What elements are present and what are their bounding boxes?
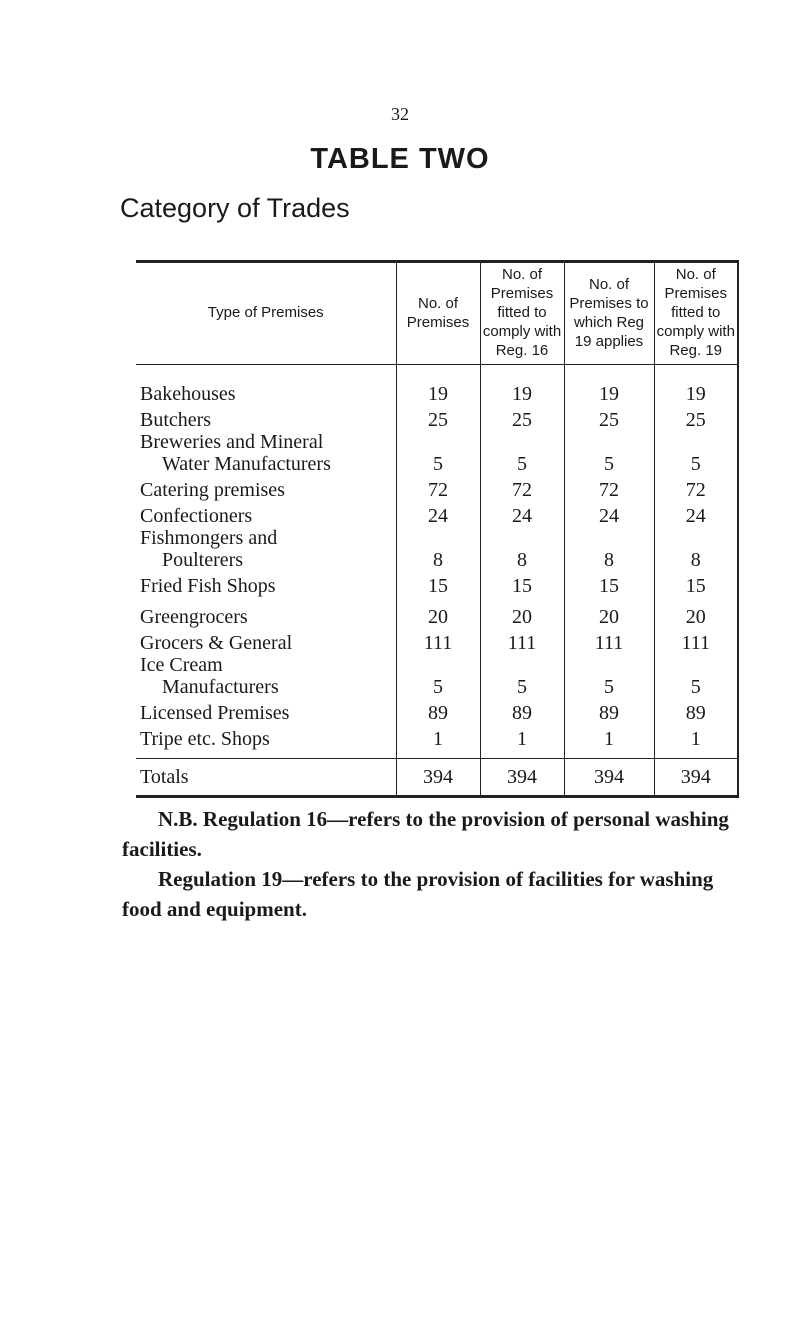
- value-cell: 8: [564, 527, 654, 571]
- total-value-cell: 394: [396, 759, 480, 797]
- note-regulation-16: [122, 804, 748, 864]
- value-cell: 25: [396, 405, 480, 431]
- value-cell: 15: [564, 571, 654, 597]
- value-cell: 8: [654, 527, 738, 571]
- premises-type-label: Grocers & General: [140, 632, 293, 654]
- premises-type-cell: [136, 475, 396, 501]
- trades-table-container: [136, 260, 738, 798]
- table-row: [136, 724, 738, 759]
- table-row: [136, 431, 738, 475]
- category-heading: Category of Trades: [120, 193, 350, 223]
- premises-type-label-continued: Poulterers: [162, 549, 244, 571]
- value-cell: 5: [396, 654, 480, 698]
- table-row: [136, 405, 738, 431]
- header-no-of-premises: No. of Premises: [396, 262, 480, 365]
- value-cell: 19: [564, 365, 654, 406]
- value-cell: 20: [654, 597, 738, 628]
- premises-type-label: Licensed Premises: [140, 702, 290, 724]
- value-cell: 8: [480, 527, 564, 571]
- premises-type-label: Ice Cream: [140, 654, 223, 676]
- value-cell: 5: [654, 654, 738, 698]
- note-regulation-16-text: N.B. Regulation 16—refers to the provision of personal washing facilities.: [122, 807, 729, 861]
- value-cell: 1: [564, 724, 654, 759]
- premises-type-cell: [136, 527, 396, 571]
- premises-type-cell: [136, 654, 396, 698]
- value-cell: 72: [396, 475, 480, 501]
- premises-type-label: Bakehouses: [140, 383, 236, 405]
- value-cell: 19: [480, 365, 564, 406]
- premises-type-label-continued: Manufacturers: [162, 676, 279, 698]
- value-cell: 15: [480, 571, 564, 597]
- premises-type-label: Fishmongers and: [140, 527, 278, 549]
- note-regulation-19: [122, 864, 748, 924]
- value-cell: 25: [564, 405, 654, 431]
- premises-type-cell: [136, 431, 396, 475]
- value-cell: 111: [480, 628, 564, 654]
- page-number: 32: [391, 104, 409, 124]
- table-body: [136, 365, 738, 797]
- value-cell: 72: [480, 475, 564, 501]
- premises-type-label: Tripe etc. Shops: [140, 728, 270, 750]
- premises-type-label: Greengrocers: [140, 606, 248, 628]
- value-cell: 24: [480, 501, 564, 527]
- value-cell: 20: [564, 597, 654, 628]
- premises-type-cell: [136, 501, 396, 527]
- premises-type-cell: [136, 698, 396, 724]
- table-row: [136, 501, 738, 527]
- value-cell: 24: [396, 501, 480, 527]
- table-row: [136, 628, 738, 654]
- total-value-cell: 394: [480, 759, 564, 797]
- total-value-cell: 394: [564, 759, 654, 797]
- premises-type-label: Butchers: [140, 409, 212, 431]
- value-cell: 5: [480, 654, 564, 698]
- value-cell: 5: [654, 431, 738, 475]
- header-fitted-reg-19: No. of Premises fitted to comply with Reg. 19: [654, 262, 738, 365]
- header-reg-19-applies: No. of Premises to which Reg 19 applies: [564, 262, 654, 365]
- premises-type-label: Breweries and Mineral: [140, 431, 324, 453]
- premises-type-cell: [136, 405, 396, 431]
- table-row: [136, 654, 738, 698]
- table-row: [136, 475, 738, 501]
- value-cell: 89: [564, 698, 654, 724]
- value-cell: 1: [480, 724, 564, 759]
- premises-type-label: Fried Fish Shops: [140, 575, 276, 597]
- table-row: [136, 527, 738, 571]
- value-cell: 25: [654, 405, 738, 431]
- value-cell: 111: [654, 628, 738, 654]
- table-row: [136, 698, 738, 724]
- table-row: [136, 597, 738, 628]
- value-cell: 89: [480, 698, 564, 724]
- trades-table: [136, 260, 739, 798]
- value-cell: 5: [564, 654, 654, 698]
- table-row: [136, 571, 738, 597]
- value-cell: 1: [654, 724, 738, 759]
- value-cell: 72: [654, 475, 738, 501]
- totals-label: Totals: [136, 759, 396, 797]
- value-cell: 111: [396, 628, 480, 654]
- total-value-cell: 394: [654, 759, 738, 797]
- value-cell: 72: [564, 475, 654, 501]
- value-cell: 89: [396, 698, 480, 724]
- premises-type-cell: [136, 365, 396, 406]
- note-regulation-19-text: Regulation 19—refers to the provision of facilities for washing food and equipment.: [122, 867, 714, 921]
- value-cell: 5: [480, 431, 564, 475]
- header-fitted-reg-16: No. of Premises fitted to comply with Reg. 16: [480, 262, 564, 365]
- value-cell: 15: [654, 571, 738, 597]
- premises-type-label: Catering premises: [140, 479, 285, 501]
- premises-type-cell: [136, 724, 396, 759]
- value-cell: 15: [396, 571, 480, 597]
- header-row: [136, 262, 738, 365]
- header-type-of-premises: Type of Premises: [136, 262, 396, 365]
- premises-type-cell: [136, 628, 396, 654]
- value-cell: 89: [654, 698, 738, 724]
- value-cell: 25: [480, 405, 564, 431]
- value-cell: 20: [396, 597, 480, 628]
- table-row: [136, 365, 738, 406]
- value-cell: 24: [564, 501, 654, 527]
- premises-type-label-continued: Water Manufacturers: [162, 453, 331, 475]
- premises-type-cell: [136, 597, 396, 628]
- value-cell: 20: [480, 597, 564, 628]
- value-cell: 19: [396, 365, 480, 406]
- table-title: TABLE TWO: [310, 143, 490, 175]
- premises-type-label: Confectioners: [140, 505, 253, 527]
- value-cell: 19: [654, 365, 738, 406]
- value-cell: 1: [396, 724, 480, 759]
- value-cell: 5: [396, 431, 480, 475]
- totals-row: [136, 759, 738, 797]
- value-cell: 111: [564, 628, 654, 654]
- premises-type-cell: [136, 571, 396, 597]
- value-cell: 24: [654, 501, 738, 527]
- value-cell: 5: [564, 431, 654, 475]
- value-cell: 8: [396, 527, 480, 571]
